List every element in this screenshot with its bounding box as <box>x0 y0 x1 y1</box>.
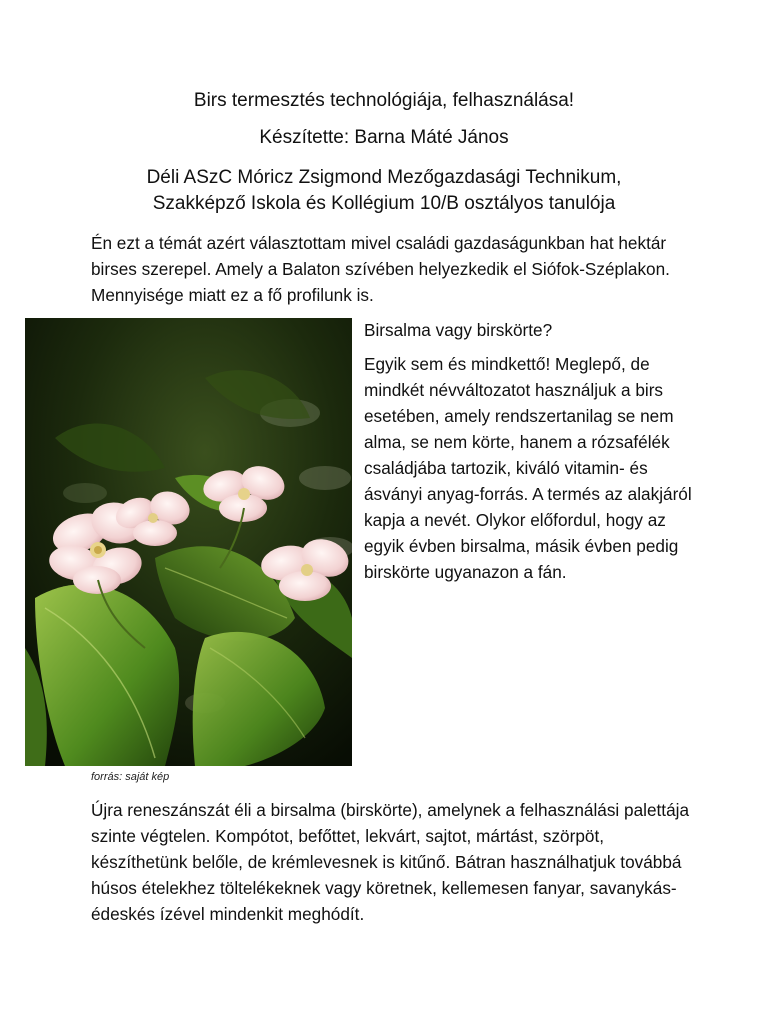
author-line: Készítette: Barna Máté János <box>259 127 509 148</box>
school-line-2: Szakképző Iskola és Kollégium 10/B osztályos tanulója <box>152 193 616 214</box>
side-answer-paragraph: Egyik sem és mindkettő! Meglepő, de mindkét névváltozatot használjuk a birs esetében, amely rendszertanilag se nem alma, se nem körte, hanem a rózsafélék családjába tartozik, kiváló vitamin- és ásványi anyag-forrás. A termés az alakjáról kapja a nevét. Olykor előfordul, hogy az egyik évben birsalma, másik évben pedig birskörte ugyanazon a fán. <box>364 354 692 582</box>
quince-blossom-photo <box>25 318 352 766</box>
school-line-1: Déli ASzC Móricz Zsigmond Mezőgazdasági Technikum, <box>146 167 622 188</box>
document-title: Birs termesztés technológiája, felhasználása! <box>193 90 575 111</box>
photo-caption: forrás: saját kép <box>91 771 170 783</box>
school-block <box>60 165 708 217</box>
outro-paragraph: Újra reneszánszát éli a birsalma (birskörte), amelynek a felhasználási palettája szinte végtelen. Kompótot, befőttet, lekvárt, sajtot, mártást, szörpöt, készíthetünk belőle, de krémlevesnek is kitűnő. Bátran használhatjuk továbbá húsos ételekhez töltelékeknek vagy köretnek, kellemesen fanyar, savanykás-édeskés ízével mindenkit meghódít. <box>91 800 690 924</box>
side-question: Birsalma vagy birskörte? <box>364 320 553 340</box>
quince-blossom-illustration <box>25 318 352 766</box>
intro-paragraph: Én ezt a témát azért választottam mivel családi gazdaságunkban hat hektár birses szerepel. Amely a Balaton szívében helyezkedik el Siófok-Széplakon. Mennyisége miatt ez a fő profilunk is. <box>91 233 670 305</box>
